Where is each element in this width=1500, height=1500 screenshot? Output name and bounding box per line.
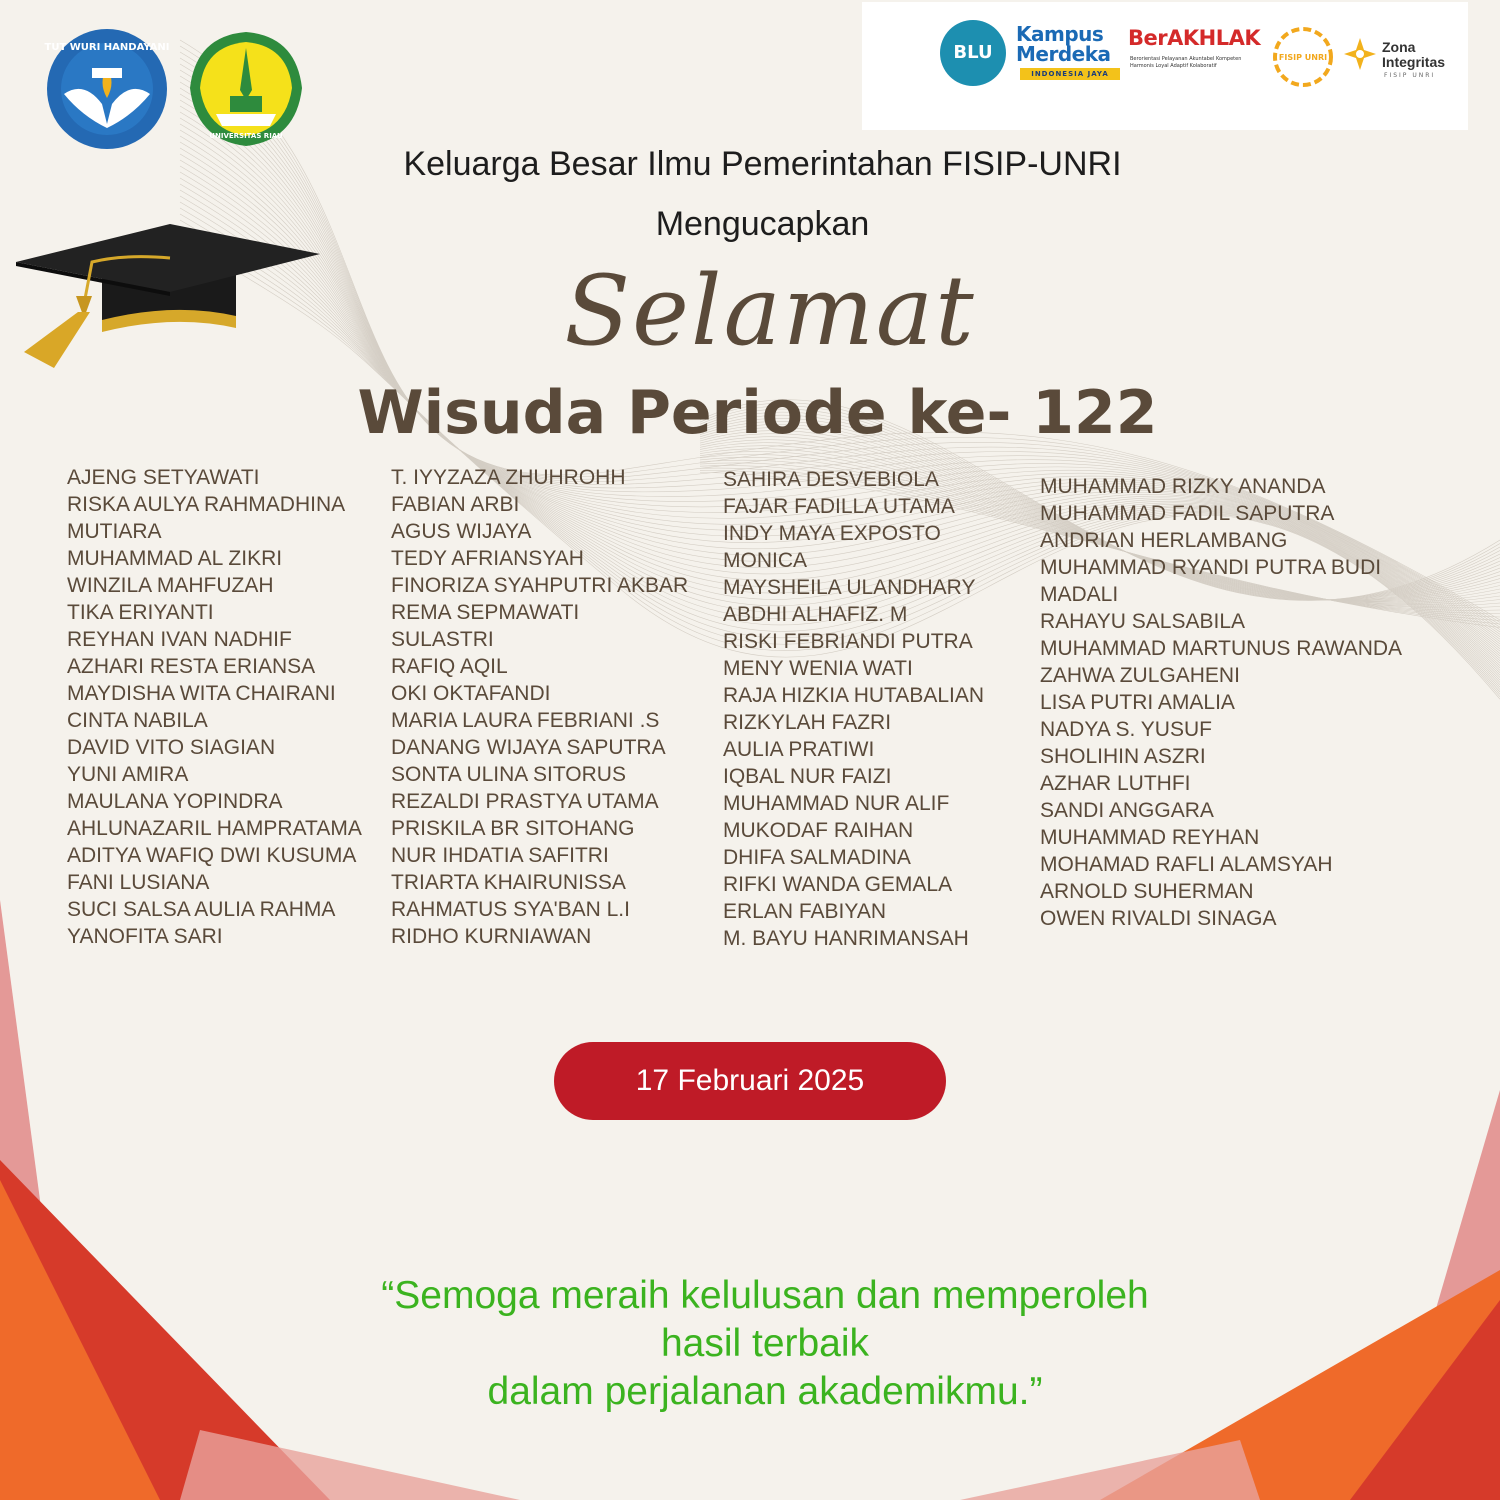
heading-mengucapkan: Mengucapkan xyxy=(655,205,870,243)
graduate-name: MOHAMAD RAFLI ALAMSYAH xyxy=(1040,853,1333,876)
graduate-name: SHOLIHIN ASZRI xyxy=(1040,745,1206,768)
svg-text:TUT WURI HANDAYANI: TUT WURI HANDAYANI xyxy=(44,42,170,53)
graduate-name: TEDY AFRIANSYAH xyxy=(391,547,584,570)
graduate-name: INDY MAYA EXPOSTO xyxy=(723,522,941,545)
left-corner-lightpink xyxy=(180,1430,520,1500)
berakhlak-subtitle: Berorientasi Pelayanan Akuntabel Kompeten Harmonis Loyal Adaptif Kolaboratif xyxy=(1130,56,1242,69)
graduate-name: MARIA LAURA FEBRIANI .S xyxy=(391,709,660,732)
quote-line-2: hasil terbaik xyxy=(660,1322,870,1365)
partner-logos-panel xyxy=(862,2,1468,130)
graduation-cap-icon xyxy=(14,224,324,374)
berakhlak-title: BerAKHLAK xyxy=(1128,26,1261,50)
zona-line2: Integritas xyxy=(1382,54,1446,70)
zona-integritas-icon xyxy=(1342,36,1378,72)
graduate-name: AZHARI RESTA ERIANSA xyxy=(67,655,316,678)
graduate-name: IQBAL NUR FAIZI xyxy=(723,765,892,788)
graduate-name: OWEN RIVALDI SINAGA xyxy=(1040,907,1277,930)
graduate-name: MUHAMMAD MARTUNUS RAWANDA xyxy=(1040,637,1403,660)
graduate-name: TRIARTA KHAIRUNISSA xyxy=(391,871,626,894)
graduate-name: MENY WENIA WATI xyxy=(723,657,913,680)
graduate-name: RIDHO KURNIAWAN xyxy=(391,925,592,948)
congratulation-quote xyxy=(250,1272,1280,1416)
graduate-name: DHIFA SALMADINA xyxy=(723,846,911,869)
graduate-name: FANI LUSIANA xyxy=(67,871,210,894)
graduate-name: AZHAR LUTHFI xyxy=(1040,772,1191,795)
graduate-name: M. BAYU HANRIMANSAH xyxy=(723,927,969,950)
graduate-name: MUHAMMAD FADIL SAPUTRA xyxy=(1040,502,1335,525)
graduate-name: MONICA xyxy=(723,549,807,572)
graduate-name: AULIA PRATIWI xyxy=(723,738,875,761)
graduate-name: REZALDI PRASTYA UTAMA xyxy=(391,790,659,813)
graduate-name: RIZKYLAH FAZRI xyxy=(723,711,892,734)
event-title: Wisuda Periode ke- 122 xyxy=(357,378,1158,448)
zona-integritas-logo xyxy=(1340,32,1464,82)
graduate-name: TIKA ERIYANTI xyxy=(67,601,214,624)
graduate-name: AGUS WIJAYA xyxy=(391,520,532,543)
graduate-name: MUHAMMAD AL ZIKRI xyxy=(67,547,283,570)
zona-line1: Zona xyxy=(1382,39,1416,55)
graduate-list-column-1 xyxy=(67,464,362,950)
graduate-name: FABIAN ARBI xyxy=(391,493,520,516)
graduate-name: RAHAYU SALSABILA xyxy=(1040,610,1246,633)
graduate-name: ARNOLD SUHERMAN xyxy=(1040,880,1254,903)
graduate-name: RAJA HIZKIA HUTABALIAN xyxy=(723,684,985,707)
graduate-name: MADALI xyxy=(1040,583,1119,606)
graduate-name: MAYDISHA WITA CHAIRANI xyxy=(67,682,336,705)
graduate-name: ANDRIAN HERLAMBANG xyxy=(1040,529,1288,552)
graduate-name: T. IYYZAZA ZHUHROHH xyxy=(391,466,626,489)
right-corner-lightpink xyxy=(960,1440,1260,1500)
graduate-name: NUR IHDATIA SAFITRI xyxy=(391,844,609,867)
graduate-name: OKI OKTAFANDI xyxy=(391,682,551,705)
graduate-name: AHLUNAZARIL HAMPRATAMA xyxy=(67,817,362,840)
graduate-name: ERLAN FABIYAN xyxy=(723,900,886,923)
graduate-name: MAULANA YOPINDRA xyxy=(67,790,283,813)
graduate-list-column-3 xyxy=(723,466,984,952)
quote-line-3: dalam perjalanan akademikmu.” xyxy=(487,1370,1043,1413)
graduate-list-column-2 xyxy=(391,464,688,950)
fisip-unri-logo xyxy=(1272,22,1334,92)
graduate-name: RISKI FEBRIANDI PUTRA xyxy=(723,630,973,653)
berakhlak-logo xyxy=(1128,26,1264,82)
kampus-merdeka-sub: INDONESIA JAYA xyxy=(1020,68,1120,80)
graduate-name: REYHAN IVAN NADHIF xyxy=(67,628,292,651)
graduate-name: MUHAMMAD RIZKY ANANDA xyxy=(1040,475,1326,498)
graduate-name: SULASTRI xyxy=(391,628,494,651)
graduate-name: SAHIRA DESVEBIOLA xyxy=(723,468,939,491)
kampus-merdeka-line2: Merdeka xyxy=(1016,42,1111,66)
graduate-name: RISKA AULYA RAHMADHINA xyxy=(67,493,346,516)
kampus-merdeka-logo xyxy=(1016,20,1128,84)
graduate-name: FAJAR FADILLA UTAMA xyxy=(723,495,955,518)
blu-logo xyxy=(940,20,1006,86)
graduate-name: ABDHI ALHAFIZ. M xyxy=(723,603,908,626)
graduate-name: SUCI SALSA AULIA RAHMA xyxy=(67,898,336,921)
graduate-name: ZAHWA ZULGAHENI xyxy=(1040,664,1240,687)
graduate-name: MAYSHEILA ULANDHARY xyxy=(723,576,976,599)
graduate-name: RAFIQ AQIL xyxy=(391,655,508,678)
graduate-name: MUKODAF RAIHAN xyxy=(723,819,914,842)
heading-family: Keluarga Besar Ilmu Pemerintahan FISIP-UNRI xyxy=(403,145,1122,183)
graduate-name: MUHAMMAD RYANDI PUTRA BUDI xyxy=(1040,556,1382,579)
graduate-list-column-4 xyxy=(1040,473,1402,932)
blu-logo-text: BLU xyxy=(953,42,993,63)
fisip-logo-text: FISIP UNRI xyxy=(1278,53,1328,62)
kampus-merdeka-line1: Kampus xyxy=(1016,22,1104,46)
graduate-name: SANDI ANGGARA xyxy=(1040,799,1214,822)
graduate-name: YANOFITA SARI xyxy=(67,925,223,948)
graduate-name: MUTIARA xyxy=(67,520,162,543)
quote-line-1: “Semoga meraih kelulusan dan memperoleh xyxy=(381,1274,1149,1317)
graduate-name: ADITYA WAFIQ DWI KUSUMA xyxy=(67,844,357,867)
tut-wuri-handayani-logo xyxy=(44,28,170,150)
graduate-name: WINZILA MAHFUZAH xyxy=(67,574,274,597)
graduate-name: CINTA NABILA xyxy=(67,709,208,732)
zona-subtitle: FISIP UNRI xyxy=(1384,72,1436,79)
svg-text:UNIVERSITAS RIAU: UNIVERSITAS RIAU xyxy=(209,132,283,140)
graduate-name: RIFKI WANDA GEMALA xyxy=(723,873,953,896)
graduate-name: DANANG WIJAYA SAPUTRA xyxy=(391,736,666,759)
graduate-name: RAHMATUS SYA'BAN L.I xyxy=(391,898,630,921)
graduate-name: YUNI AMIRA xyxy=(67,763,189,786)
graduate-name: MUHAMMAD REYHAN xyxy=(1040,826,1260,849)
graduate-name: NADYA S. YUSUF xyxy=(1040,718,1212,741)
graduate-name: SONTA ULINA SITORUS xyxy=(391,763,626,786)
graduate-name: AJENG SETYAWATI xyxy=(67,466,260,489)
graduate-name: DAVID VITO SIAGIAN xyxy=(67,736,276,759)
graduate-name: MUHAMMAD NUR ALIF xyxy=(723,792,950,815)
date-badge: 17 Februari 2025 xyxy=(554,1042,946,1120)
universitas-riau-logo xyxy=(186,30,306,148)
graduate-name: FINORIZA SYAHPUTRI AKBAR xyxy=(391,574,689,597)
graduate-name: PRISKILA BR SITOHANG xyxy=(391,817,635,840)
script-title-selamat: Selamat xyxy=(564,255,976,367)
graduate-name: LISA PUTRI AMALIA xyxy=(1040,691,1235,714)
graduate-name: REMA SEPMAWATI xyxy=(391,601,580,624)
